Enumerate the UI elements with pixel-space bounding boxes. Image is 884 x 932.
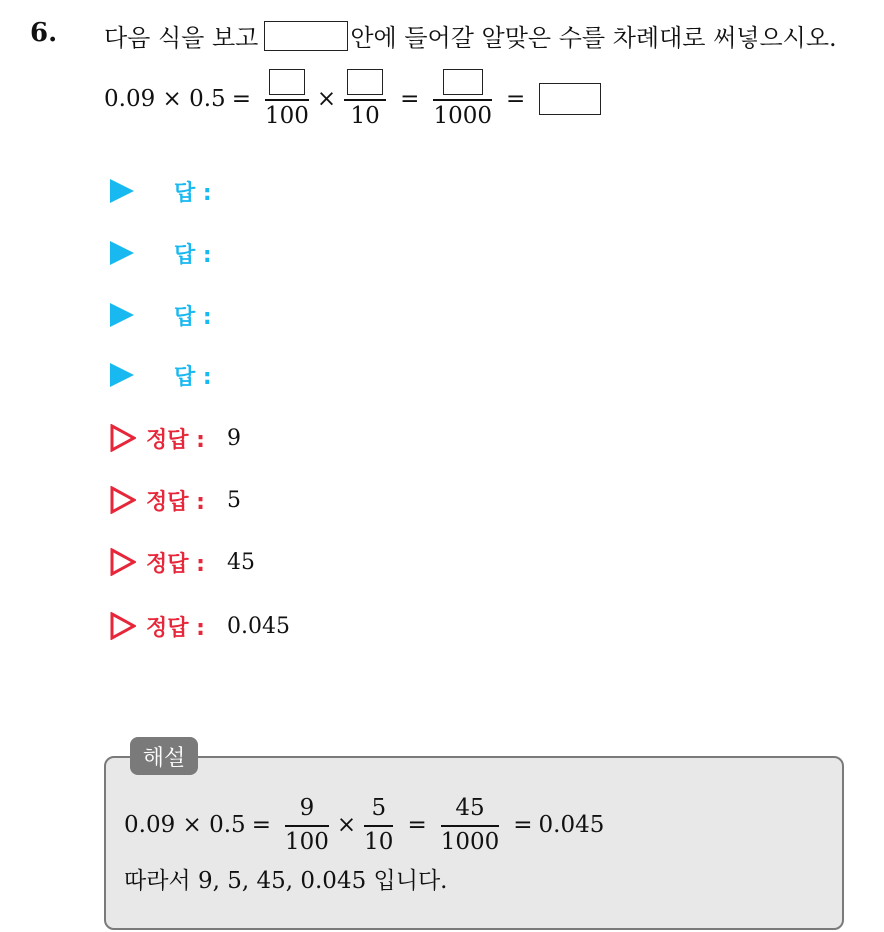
play-arrow-icon bbox=[110, 179, 134, 203]
problem-equation bbox=[104, 64, 601, 134]
correct-label: 정답 : bbox=[146, 551, 205, 577]
equation-lhs: 0.09 × 0.5 bbox=[104, 86, 226, 112]
equals-sign-3: = bbox=[505, 86, 526, 112]
equals-sign-3: = bbox=[513, 812, 533, 838]
question-text-after: 안에 들어갈 알맞은 수를 차례대로 써넣으시오. bbox=[350, 24, 837, 52]
correct-row-1 bbox=[110, 421, 241, 455]
correct-row-3 bbox=[110, 545, 255, 579]
denominator-3: 1000 bbox=[433, 102, 492, 129]
blank-placeholder-box bbox=[264, 21, 348, 51]
equals-sign-2: = bbox=[400, 86, 420, 112]
fraction-blank-2 bbox=[344, 69, 386, 129]
correct-label: 정답 : bbox=[146, 427, 205, 453]
denominator-1: 100 bbox=[264, 102, 309, 129]
correct-label: 정답 : bbox=[146, 615, 205, 641]
question-text bbox=[104, 18, 837, 53]
correct-value: 5 bbox=[226, 487, 241, 513]
solution-tag: 해설 bbox=[130, 737, 198, 775]
play-arrow-icon bbox=[110, 241, 134, 265]
answer-row-4[interactable] bbox=[110, 360, 212, 390]
equals-sign: = bbox=[231, 86, 251, 112]
equals-sign: = bbox=[251, 812, 271, 838]
denominator: 100 bbox=[284, 828, 329, 855]
correct-value: 0.045 bbox=[226, 613, 290, 639]
times-sign: × bbox=[316, 86, 337, 112]
outline-triangle-icon bbox=[110, 548, 136, 576]
solution-equation bbox=[124, 790, 604, 860]
solution-lhs: 0.09 × 0.5 bbox=[124, 812, 246, 838]
outline-triangle-icon bbox=[110, 612, 136, 640]
answer-row-3[interactable] bbox=[110, 300, 212, 330]
correct-row-4 bbox=[110, 609, 290, 643]
solution-fraction-3 bbox=[441, 795, 500, 855]
answer-row-2[interactable] bbox=[110, 238, 212, 268]
solution-conclusion: 따라서 9, 5, 45, 0.045 입니다. bbox=[124, 868, 448, 894]
times-sign: × bbox=[336, 812, 357, 838]
outline-triangle-icon bbox=[110, 424, 136, 452]
solution-result: 0.045 bbox=[538, 812, 605, 838]
result-blank[interactable] bbox=[539, 83, 601, 115]
correct-row-2 bbox=[110, 483, 241, 517]
answer-row-1[interactable] bbox=[110, 176, 212, 206]
answer-label: 답 : bbox=[174, 242, 212, 268]
answer-label: 답 : bbox=[174, 364, 212, 390]
fraction-blank-3 bbox=[433, 69, 492, 129]
numerator: 5 bbox=[371, 795, 387, 822]
denominator-2: 10 bbox=[350, 102, 380, 129]
numerator-blank-2[interactable] bbox=[347, 69, 383, 95]
numerator-blank-3[interactable] bbox=[443, 69, 483, 95]
solution-fraction-1 bbox=[285, 795, 329, 855]
question-number: 6. bbox=[30, 18, 58, 48]
fraction-blank-1 bbox=[265, 69, 309, 129]
correct-value: 9 bbox=[226, 425, 241, 451]
denominator: 10 bbox=[364, 828, 394, 855]
correct-value: 45 bbox=[226, 549, 255, 575]
question-text-before: 다음 식을 보고 bbox=[104, 24, 259, 52]
equals-sign-2: = bbox=[407, 812, 427, 838]
solution-fraction-2 bbox=[364, 795, 393, 855]
answer-label: 답 : bbox=[174, 304, 212, 330]
outline-triangle-icon bbox=[110, 486, 136, 514]
numerator: 9 bbox=[299, 795, 315, 822]
numerator: 45 bbox=[455, 795, 485, 822]
play-arrow-icon bbox=[110, 303, 134, 327]
denominator: 1000 bbox=[440, 828, 500, 855]
correct-label: 정답 : bbox=[146, 489, 205, 515]
numerator-blank-1[interactable] bbox=[269, 69, 305, 95]
play-arrow-icon bbox=[110, 363, 134, 387]
answer-label: 답 : bbox=[174, 180, 212, 206]
